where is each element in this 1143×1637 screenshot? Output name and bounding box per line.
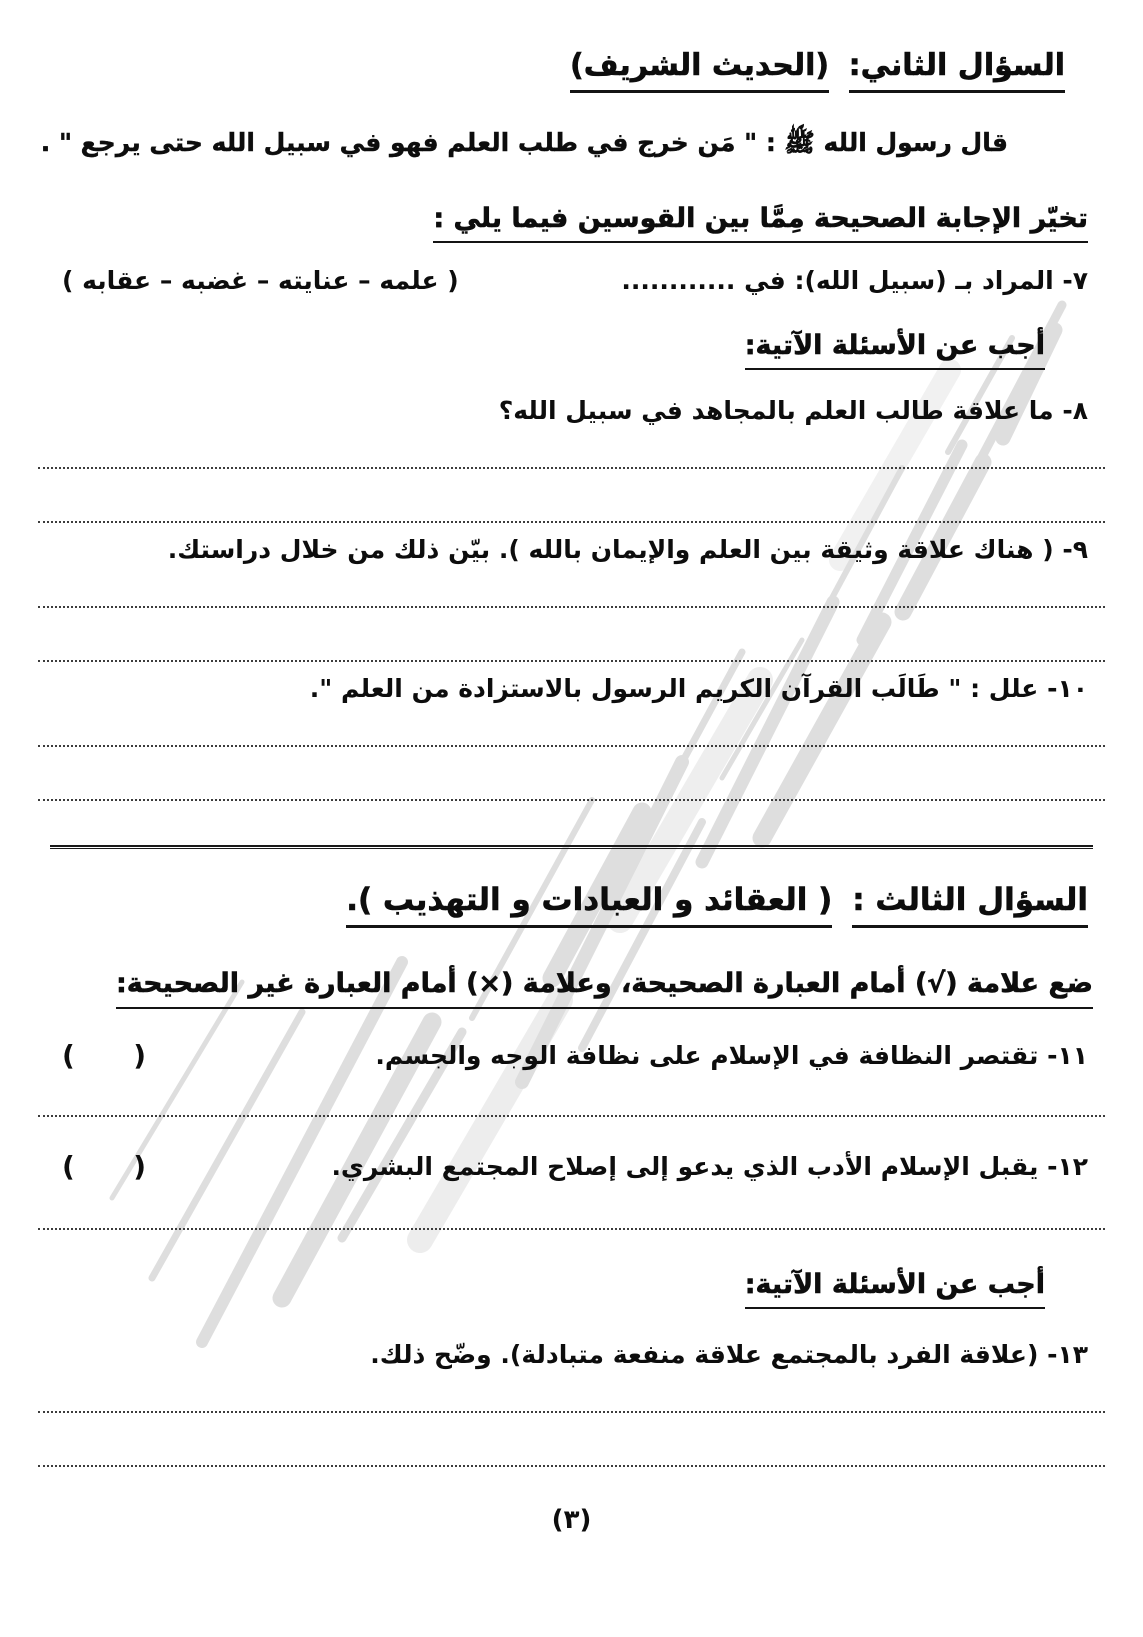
question-7-text: ٧- المراد بـ (سبيل الله): في ............ <box>621 266 1088 296</box>
question-9-text: ٩- ( هناك علاقة وثيقة بين العلم والإيمان بالله ). بيّن ذلك من خلال دراستك. <box>167 535 1088 565</box>
question-11-text: ١١- تقتصر النظافة في الإسلام على نظافة الوجه والجسم. <box>375 1040 1088 1070</box>
answer-line <box>38 1228 1105 1230</box>
section2-topic: (الحديث الشريف) <box>570 46 829 93</box>
answer-line <box>38 799 1105 801</box>
answer-heading-row-1 <box>0 328 1045 370</box>
question-13-text: ١٣- (علاقة الفرد بالمجتمع علاقة منفعة متبادلة). وضّح ذلك. <box>370 1339 1088 1369</box>
question-7-options: ( علمه – عنايته – غضبه – عقابه ) <box>62 266 459 296</box>
answer-heading-2: أجب عن الأسئلة الآتية: <box>745 1267 1045 1309</box>
hadith-quote: قال رسول الله ﷺ : " مَن خرج في طلب العلم فهو في سبيل الله حتى يرجع " . <box>40 128 1008 157</box>
truefalse-heading: ضع علامة (√) أمام العبارة الصحيحة، وعلامة (×) أمام العبارة غير الصحيحة: <box>116 966 1093 1008</box>
section2-title-row <box>0 46 1065 93</box>
answer-heading-1: أجب عن الأسئلة الآتية: <box>745 328 1045 370</box>
answer-line <box>38 1115 1105 1117</box>
choose-heading: تخيّر الإجابة الصحيحة مِمَّا بين القوسين فيما يلي : <box>433 201 1088 243</box>
question-7-row <box>62 266 1088 295</box>
section3-topic: ( العقائد و العبادات و التهذيب ). <box>346 880 832 928</box>
question-8-text: ٨- ما علاقة طالب العلم بالمجاهد في سبيل الله؟ <box>498 396 1088 426</box>
question-11-row <box>62 1039 1088 1072</box>
question-12-row <box>62 1150 1088 1183</box>
truefalse-heading-row <box>0 966 1093 1008</box>
question-12-text: ١٢- يقبل الإسلام الأدب الذي يدعو إلى إصلاح المجتمع البشري. <box>331 1151 1088 1181</box>
answer-line <box>38 1465 1105 1467</box>
answer-line <box>38 745 1105 747</box>
choose-heading-row <box>0 201 1088 243</box>
section-divider <box>50 845 1093 849</box>
page-number: (٣) <box>551 1504 592 1535</box>
section3-title-row <box>0 880 1088 928</box>
answer-heading-row-2 <box>0 1267 1045 1309</box>
question-11-answer-brackets: ( ) <box>62 1038 147 1072</box>
section2-title: السؤال الثاني: <box>849 46 1065 93</box>
answer-line <box>38 521 1105 523</box>
answer-line <box>38 1411 1105 1413</box>
answer-line <box>38 467 1105 469</box>
question-12-answer-brackets: ( ) <box>62 1149 147 1183</box>
answer-line <box>38 606 1105 608</box>
question-10-text: ١٠- علل : " طَالَب القرآن الكريم الرسول بالاستزادة من العلم ". <box>309 674 1088 704</box>
answer-line <box>38 660 1105 662</box>
section3-title: السؤال الثالث : <box>852 880 1088 928</box>
